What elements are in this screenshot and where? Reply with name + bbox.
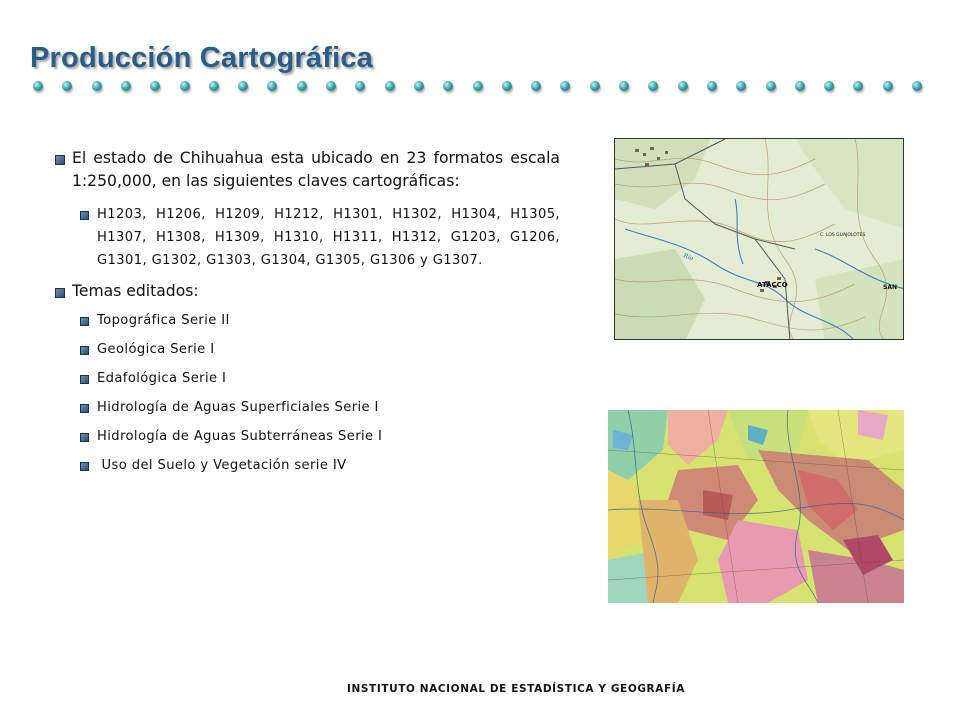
topic-label: Topográfica Serie II — [97, 313, 230, 328]
topic-item — [80, 338, 560, 361]
topic-item — [80, 454, 560, 477]
intro-bullet — [55, 147, 560, 193]
divider-dot — [531, 81, 541, 91]
divider-dot — [267, 81, 277, 91]
divider-dot — [795, 81, 805, 91]
slide-content — [55, 147, 560, 483]
divider-dot — [473, 81, 483, 91]
divider-dot — [62, 81, 72, 91]
divider-dot — [150, 81, 160, 91]
divider-dot — [209, 81, 219, 91]
topic-label: Geológica Serie I — [97, 342, 215, 357]
map-label: Río — [682, 252, 695, 263]
divider-dot — [180, 81, 190, 91]
divider-dot — [824, 81, 834, 91]
divider-dot — [297, 81, 307, 91]
divider-dot — [619, 81, 629, 91]
divider-dot — [560, 81, 570, 91]
topographic-map-drawing — [615, 139, 904, 340]
topic-label: Hidrología de Aguas Subterráneas Serie I — [97, 429, 383, 444]
codes-bullet — [80, 203, 560, 272]
divider-dot — [912, 81, 922, 91]
divider-dot — [414, 81, 424, 91]
decorative-dot-divider — [33, 78, 933, 98]
map-label: C. LOS GUAJOLOTES — [820, 233, 866, 238]
divider-dot — [883, 81, 893, 91]
geologic-map-image — [608, 410, 904, 603]
codes-text: H1203, H1206, H1209, H1212, H1301, H1302, H1304, H1305, H1307, H1308, H1309, H1310, H1311, H1312, G1203, G1206, G1301, G1302, G1303, G1304, G1305, G1306 y G1307. — [97, 207, 560, 268]
bullet-icon — [55, 155, 65, 165]
bullet-icon — [80, 211, 89, 220]
divider-dot — [355, 81, 365, 91]
topic-label: Uso del Suelo y Vegetación serie IV — [97, 458, 347, 473]
bullet-icon — [80, 317, 89, 326]
topic-item — [80, 367, 560, 390]
divider-dot — [121, 81, 131, 91]
topic-label: Hidrología de Aguas Superficiales Serie I — [97, 400, 379, 415]
bullet-icon — [80, 462, 89, 471]
divider-dot — [736, 81, 746, 91]
topic-item — [80, 425, 560, 448]
map-label: ATACCO — [757, 281, 788, 289]
divider-dot — [238, 81, 248, 91]
topographic-map-image — [614, 138, 904, 340]
divider-dot — [648, 81, 658, 91]
divider-dot — [590, 81, 600, 91]
footer-institution: INSTITUTO NACIONAL DE ESTADÍSTICA Y GEOGRAFÍA — [347, 683, 685, 695]
divider-dot — [678, 81, 688, 91]
divider-dot — [385, 81, 395, 91]
divider-dot — [326, 81, 336, 91]
divider-dot — [707, 81, 717, 91]
map-label: SAN — [883, 284, 897, 291]
bullet-icon — [55, 288, 65, 298]
topic-item — [80, 396, 560, 419]
bullet-icon — [80, 433, 89, 442]
topic-label: Edafológica Serie I — [97, 371, 227, 386]
slide-title: Producción Cartográfica — [30, 42, 373, 74]
topics-heading-bullet — [55, 280, 560, 303]
divider-dot — [92, 81, 102, 91]
divider-dot — [853, 81, 863, 91]
topics-heading: Temas editados: — [72, 282, 199, 300]
bullet-icon — [80, 346, 89, 355]
bullet-icon — [80, 404, 89, 413]
topic-item — [80, 309, 560, 332]
geologic-map-drawing — [608, 410, 904, 603]
divider-dot — [33, 81, 43, 91]
divider-dot — [502, 81, 512, 91]
divider-dot — [443, 81, 453, 91]
intro-text: El estado de Chihuahua esta ubicado en 23 formatos escala 1:250,000, en las siguientes claves cartográficas: — [72, 149, 560, 190]
divider-dot — [766, 81, 776, 91]
bullet-icon — [80, 375, 89, 384]
